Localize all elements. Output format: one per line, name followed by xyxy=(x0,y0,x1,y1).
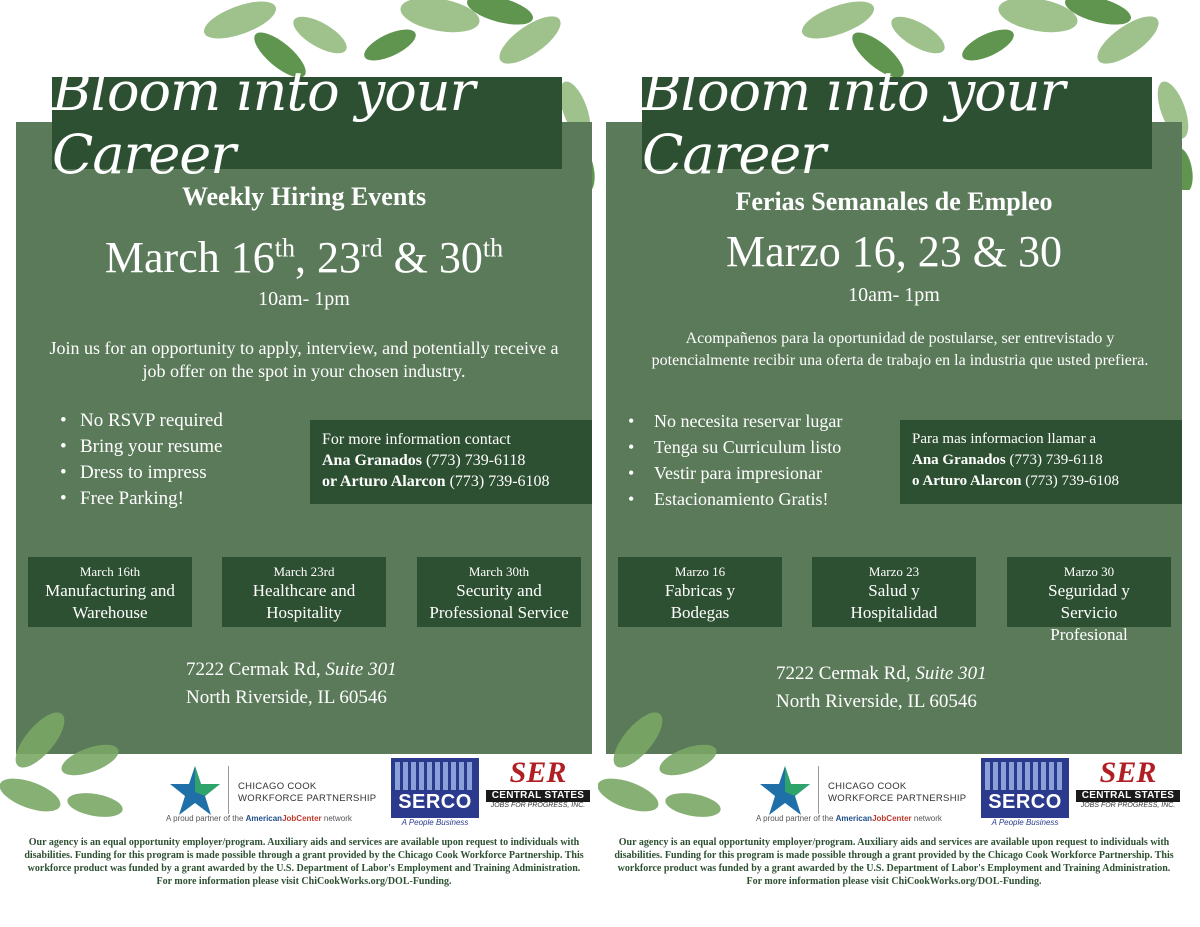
list-item: • Estacionamiento Gratis! xyxy=(628,486,842,512)
list-item: • Vestir para impresionar xyxy=(628,460,842,486)
serco-tagline: A People Business xyxy=(401,818,469,827)
disclaimer-text: Our agency is an equal opportunity employer/program. Auxiliary aids and services are available upon request to individuals with disabilities. Funding for this program is made possible through a grant provided by the Chicago Cook Workforce Partnership. This workforce product was funded by a grant awarded by the U.S. Department of Labor's Employment and Training Administration. For more information please visit ChiCookWorks.org/DOL-Funding. xyxy=(24,837,584,887)
title-banner xyxy=(52,60,562,186)
category-name: Salud y Hospitalidad xyxy=(850,581,938,622)
ser-tagline: JOBS FOR PROGRESS, INC. xyxy=(1080,802,1176,809)
ajc-jobcenter: JobCenter xyxy=(872,814,912,823)
category-date: Marzo 16 xyxy=(674,564,726,579)
flyer-spanish xyxy=(598,0,1198,927)
event-time: 10am- 1pm xyxy=(848,284,940,306)
chicago-cook-line2: WORKFORCE PARTNERSHIP xyxy=(828,793,967,804)
serco-people-graphic xyxy=(395,762,475,790)
ajc-partner-line xyxy=(756,814,942,823)
ser-logo xyxy=(486,758,590,809)
contact-heading: For more information contact xyxy=(322,431,511,448)
ajc-jobcenter: JobCenter xyxy=(282,814,322,823)
ser-central-states: CENTRAL STATES xyxy=(486,790,590,802)
ajc-suffix: network xyxy=(911,814,942,823)
list-item: • Dress to impress xyxy=(60,460,223,486)
address xyxy=(186,656,397,712)
chicago-cook-line1: CHICAGO COOK xyxy=(238,781,317,792)
star-logo-icon xyxy=(757,764,813,820)
ser-wordmark: SER xyxy=(1099,756,1157,789)
serco-logo xyxy=(391,758,479,818)
address xyxy=(776,660,987,716)
list-item: • No RSVP required xyxy=(60,408,223,434)
category-name: Healthcare and Hospitality xyxy=(252,581,356,622)
ajc-partner-line xyxy=(166,814,352,823)
date-3: & 30 xyxy=(382,233,483,282)
contact-phone: (773) 739-6118 xyxy=(422,452,526,469)
address-city: North Riverside, IL 60546 xyxy=(776,691,977,712)
category-card xyxy=(1007,557,1171,644)
ajc-american: American xyxy=(245,814,283,823)
chicago-cook-line1: CHICAGO COOK xyxy=(828,781,907,792)
contact-name: Ana Granados xyxy=(322,452,423,469)
category-card xyxy=(417,557,581,627)
banner-title: Bloom into your Career xyxy=(52,60,475,186)
star-logo-icon xyxy=(167,764,223,820)
leaves-bottom-decoration xyxy=(0,680,150,830)
list-item: • Tenga su Curriculum listo xyxy=(628,434,842,460)
address-street: 7222 Cermak Rd, xyxy=(776,663,916,684)
date-1: March 16 xyxy=(104,233,275,282)
date-2: , 23 xyxy=(294,233,361,282)
requirements-list xyxy=(628,408,842,512)
chicago-cook-line2: WORKFORCE PARTNERSHIP xyxy=(238,793,377,804)
category-card xyxy=(28,557,192,627)
contact-name: o Arturo Alarcon xyxy=(912,473,1022,489)
date-2-suffix: rd xyxy=(360,233,383,263)
category-name: Seguridad y Servicio Profesional xyxy=(1048,581,1130,644)
address-suite: Suite 301 xyxy=(915,663,987,684)
ser-central-states: CENTRAL STATES xyxy=(1076,790,1180,802)
requirements-list xyxy=(60,408,223,512)
category-date: March 16th xyxy=(79,564,141,579)
category-name: Security and Professional Service xyxy=(429,581,569,622)
contact-box xyxy=(900,420,1182,504)
serco-people-graphic xyxy=(985,762,1065,790)
intro-text: Acompañenos para la oportunidad de postularse, ser entrevistado y potencialmente recibir una oferta de trabajo en la industria que usted prefiera. xyxy=(651,330,1149,369)
date-1-suffix: th xyxy=(274,233,295,263)
date-3-suffix: th xyxy=(482,233,504,263)
contact-phone: (773) 739-6108 xyxy=(1021,473,1119,489)
list-item: • Bring your resume xyxy=(60,434,223,460)
logo-divider xyxy=(228,766,229,814)
category-date: Marzo 30 xyxy=(1063,564,1115,579)
list-item: • No necesita reservar lugar xyxy=(628,408,842,434)
category-card xyxy=(812,557,976,627)
serco-wordmark: SERCO xyxy=(988,791,1062,813)
chicago-cook-logo-text xyxy=(828,781,966,805)
ser-tagline: JOBS FOR PROGRESS, INC. xyxy=(490,802,586,809)
event-dates xyxy=(16,232,592,283)
contact-heading: Para mas informacion llamar a xyxy=(912,431,1097,447)
ajc-suffix: network xyxy=(321,814,352,823)
serco-tagline: A People Business xyxy=(991,818,1059,827)
ajc-prefix: A proud partner of the xyxy=(166,814,246,823)
category-date: March 23rd xyxy=(273,564,335,579)
ajc-american: American xyxy=(835,814,873,823)
list-item: • Free Parking! xyxy=(60,486,223,512)
ser-wordmark: SER xyxy=(509,756,567,789)
subtitle: Weekly Hiring Events xyxy=(181,182,427,211)
intro-text: Join us for an opportunity to apply, interview, and potentially receive a job offer on the spot in your chosen industry. xyxy=(49,338,559,381)
title-banner xyxy=(642,60,1152,186)
category-date: March 30th xyxy=(468,564,530,579)
serco-wordmark: SERCO xyxy=(398,791,472,813)
category-date: Marzo 23 xyxy=(868,564,920,579)
contact-name: or Arturo Alarcon xyxy=(322,473,446,490)
banner-title: Bloom into your Career xyxy=(642,60,1065,186)
category-name: Fabricas y Bodegas xyxy=(664,581,736,622)
leaves-bottom-decoration xyxy=(598,680,748,830)
category-card xyxy=(618,557,782,627)
address-city: North Riverside, IL 60546 xyxy=(186,687,387,708)
serco-logo xyxy=(981,758,1069,818)
address-suite: Suite 301 xyxy=(325,659,397,680)
disclaimer-text: Our agency is an equal opportunity employer/program. Auxiliary aids and services are available upon request to individuals with disabilities. Funding for this program is made possible through a grant provided by the Chicago Cook Workforce Partnership. This workforce product was funded by a grant awarded by the U.S. Department of Labor's Employment and Training Administration. For more information please visit ChiCookWorks.org/DOL-Funding. xyxy=(614,837,1174,887)
contact-phone: (773) 739-6108 xyxy=(445,473,550,490)
ser-logo xyxy=(1076,758,1180,809)
category-name: Manufacturing and Warehouse xyxy=(45,581,175,622)
contact-name: Ana Granados xyxy=(912,452,1006,468)
chicago-cook-logo-text xyxy=(238,781,376,805)
contact-phone: (773) 739-6118 xyxy=(1005,452,1103,468)
event-dates: Marzo 16, 23 & 30 xyxy=(725,227,1063,276)
contact-box xyxy=(310,420,592,504)
event-time: 10am- 1pm xyxy=(258,288,350,310)
category-card xyxy=(222,557,386,627)
logo-divider xyxy=(818,766,819,814)
ajc-prefix: A proud partner of the xyxy=(756,814,836,823)
address-street: 7222 Cermak Rd, xyxy=(186,659,326,680)
subtitle: Ferias Semanales de Empleo xyxy=(735,187,1053,216)
